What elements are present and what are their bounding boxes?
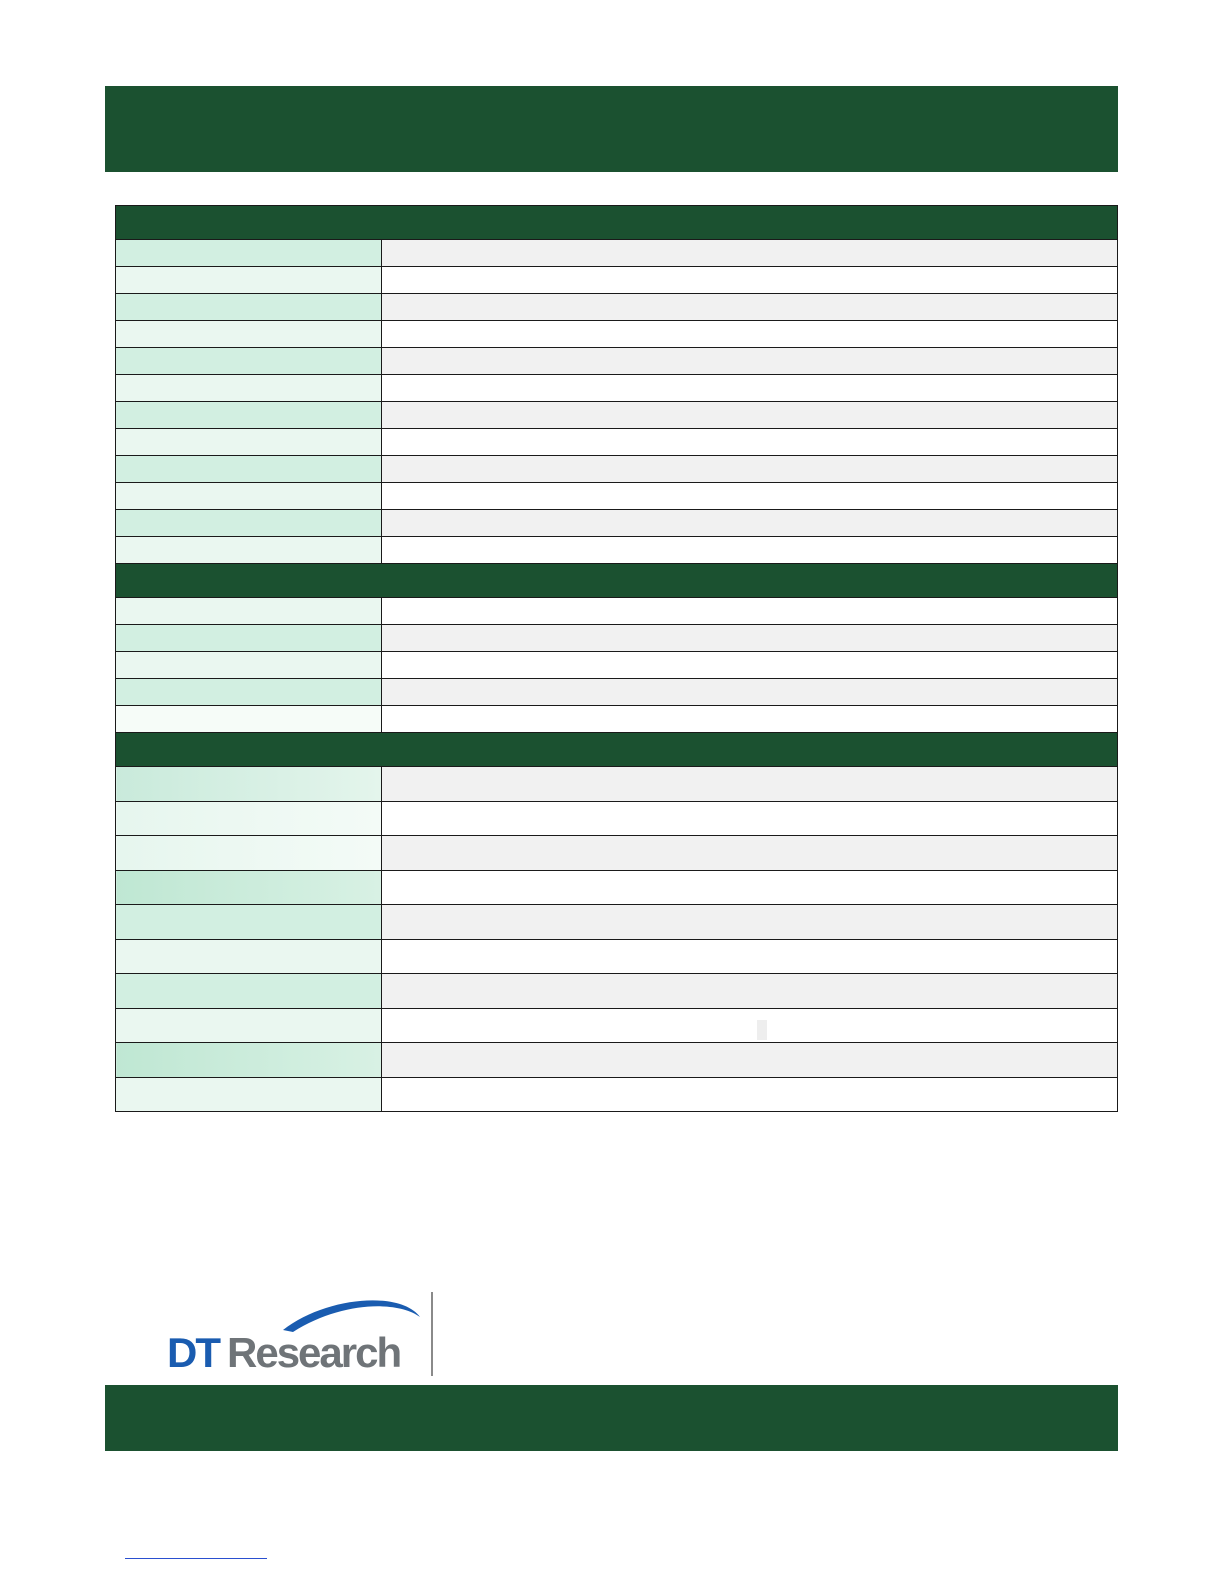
spec-label: [116, 402, 382, 429]
spec-value: [382, 375, 1118, 402]
spec-label: [116, 456, 382, 483]
spec-label: [116, 870, 382, 905]
spec-label: [116, 429, 382, 456]
spec-label: [116, 537, 382, 564]
spec-label: [116, 905, 382, 940]
spec-label: [116, 767, 382, 802]
logo-swoosh: [283, 1300, 420, 1332]
spec-row: [116, 1077, 1118, 1112]
spec-row: [116, 767, 1118, 802]
spec-label: [116, 939, 382, 974]
spec-value: [382, 974, 1118, 1009]
spec-value: [382, 1043, 1118, 1078]
section-title: [116, 733, 1118, 767]
logo-divider: [431, 1292, 433, 1376]
section-header-row: [116, 733, 1118, 767]
spec-row: [116, 375, 1118, 402]
spec-row: [116, 939, 1118, 974]
spec-value: [382, 801, 1118, 836]
dt-research-logo: [165, 1292, 435, 1377]
spec-value: [382, 679, 1118, 706]
spec-row: [116, 1043, 1118, 1078]
spec-table: [115, 205, 1118, 1112]
spec-row: [116, 905, 1118, 940]
section-title: [116, 206, 1118, 240]
spec-value: [382, 429, 1118, 456]
spec-label: [116, 598, 382, 625]
logo-text-research: Research: [227, 1329, 401, 1376]
spec-value: [382, 510, 1118, 537]
footer-band: [105, 1385, 1118, 1451]
spec-row: [116, 348, 1118, 375]
spec-value: [382, 1008, 1118, 1043]
spec-row: [116, 483, 1118, 510]
spec-value: [382, 402, 1118, 429]
spec-row: [116, 240, 1118, 267]
spec-row: [116, 870, 1118, 905]
spec-value: [382, 240, 1118, 267]
spec-row: [116, 836, 1118, 871]
spec-value: [382, 1077, 1118, 1112]
spec-label: [116, 679, 382, 706]
spec-row: [116, 321, 1118, 348]
spec-row: [116, 801, 1118, 836]
spec-row: [116, 429, 1118, 456]
spec-label: [116, 294, 382, 321]
spec-row: [116, 267, 1118, 294]
spec-label: [116, 1008, 382, 1043]
spec-value: [382, 598, 1118, 625]
logo-text-dt: DT: [167, 1329, 219, 1376]
spec-row: [116, 652, 1118, 679]
section-header-row: [116, 564, 1118, 598]
spec-value: [382, 706, 1118, 733]
spec-label: [116, 652, 382, 679]
spec-label: [116, 625, 382, 652]
spec-row: [116, 537, 1118, 564]
spec-value: [382, 456, 1118, 483]
spec-row: [116, 402, 1118, 429]
spec-label: [116, 1077, 382, 1112]
section-header-row: [116, 206, 1118, 240]
spec-row: [116, 679, 1118, 706]
header-band: [105, 86, 1118, 172]
spec-row: [116, 456, 1118, 483]
spec-value: [382, 939, 1118, 974]
blank-cell-marker: [757, 1020, 767, 1040]
spec-label: [116, 267, 382, 294]
spec-row: [116, 510, 1118, 537]
spec-value: [382, 321, 1118, 348]
spec-value: [382, 483, 1118, 510]
spec-value: [382, 625, 1118, 652]
spec-value: [382, 905, 1118, 940]
spec-value: [382, 348, 1118, 375]
spec-value: [382, 767, 1118, 802]
spec-row: [116, 1008, 1118, 1043]
spec-row: [116, 598, 1118, 625]
spec-label: [116, 375, 382, 402]
spec-value: [382, 870, 1118, 905]
spec-row: [116, 294, 1118, 321]
footer-link[interactable]: [125, 1540, 267, 1559]
spec-label: [116, 321, 382, 348]
spec-label: [116, 801, 382, 836]
spec-label: [116, 483, 382, 510]
spec-label: [116, 1043, 382, 1078]
spec-row: [116, 974, 1118, 1009]
spec-label: [116, 974, 382, 1009]
spec-label: [116, 706, 382, 733]
spec-label: [116, 348, 382, 375]
spec-value: [382, 267, 1118, 294]
spec-row: [116, 706, 1118, 733]
spec-label: [116, 836, 382, 871]
spec-label: [116, 510, 382, 537]
spec-value: [382, 836, 1118, 871]
section-title: [116, 564, 1118, 598]
spec-label: [116, 240, 382, 267]
spec-value: [382, 652, 1118, 679]
spec-value: [382, 294, 1118, 321]
spec-value: [382, 537, 1118, 564]
spec-row: [116, 625, 1118, 652]
